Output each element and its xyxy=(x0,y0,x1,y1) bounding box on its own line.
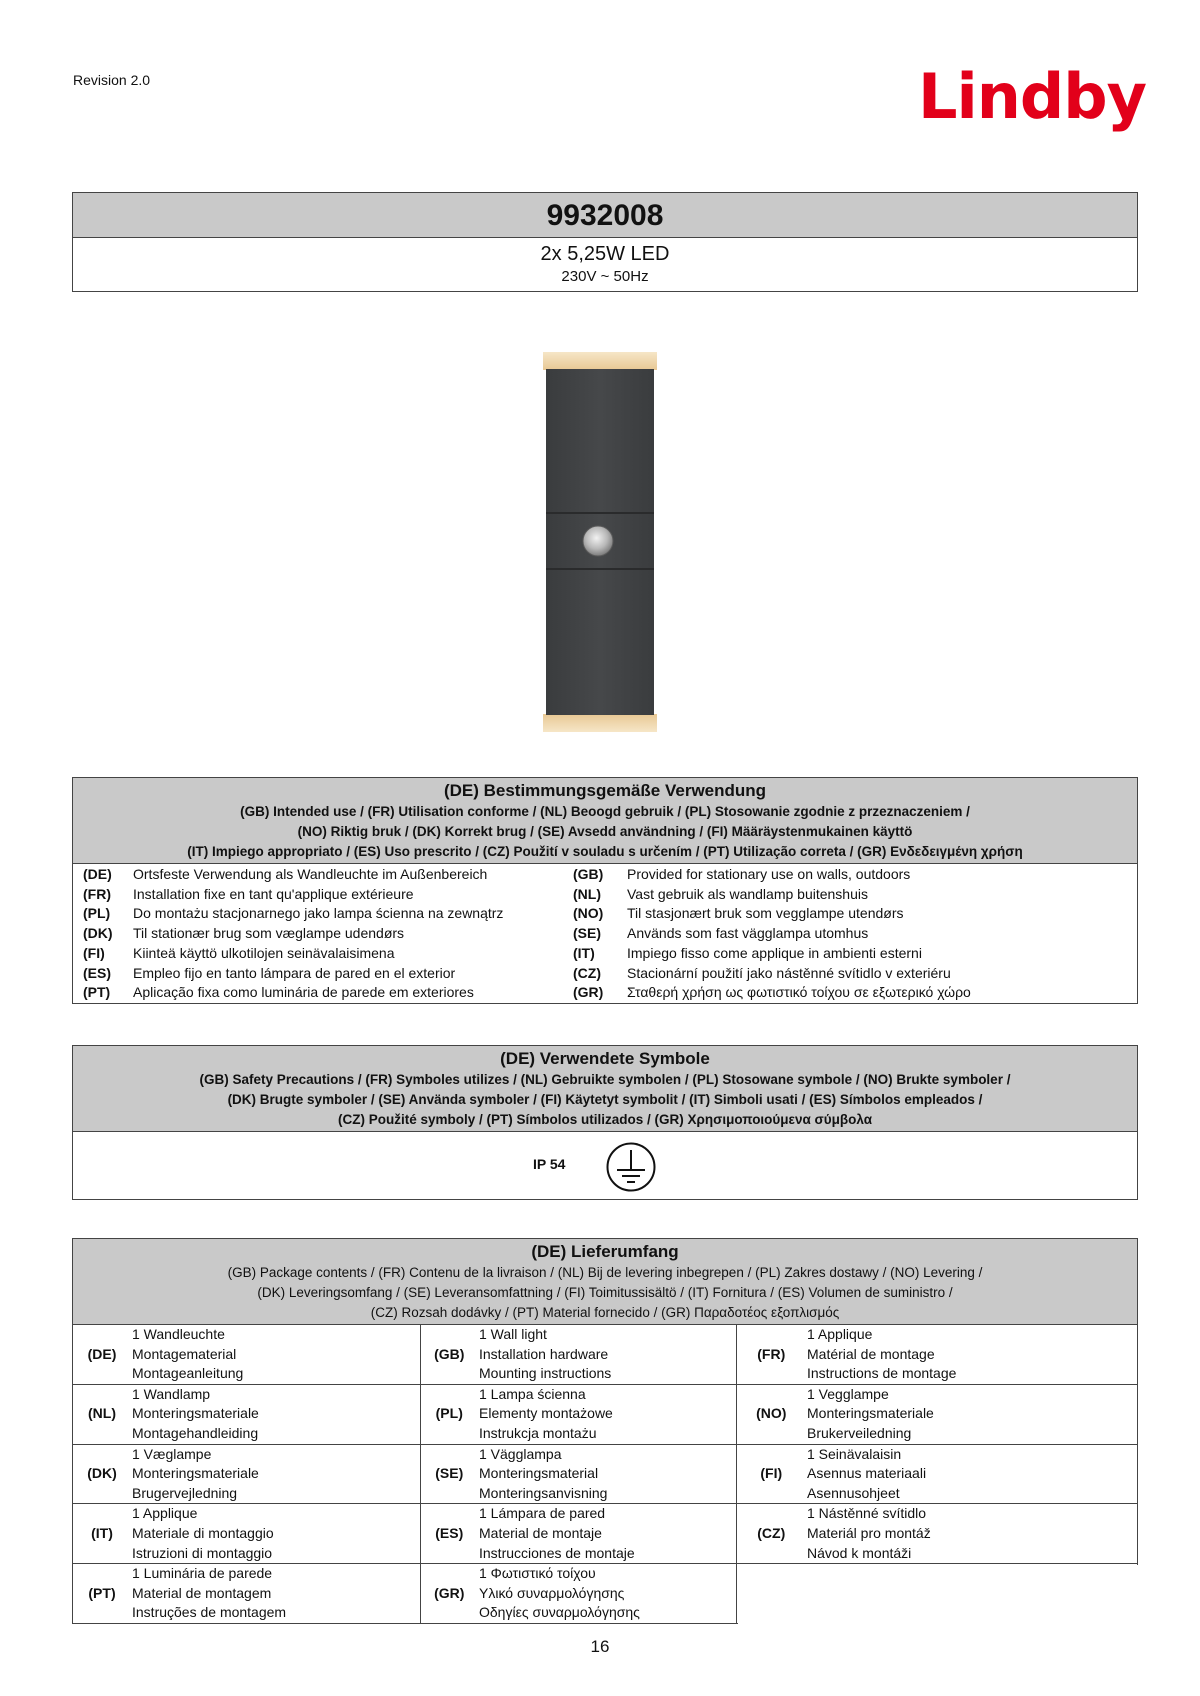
language-code: (GB) xyxy=(573,866,604,882)
use-text: Ortsfeste Verwendung als Wandleuchte im Außenbereich xyxy=(133,866,488,882)
symbols-body xyxy=(73,1132,1137,1199)
use-text: Empleo fijo en tanto lámpara de pared en el exterior xyxy=(133,964,456,981)
language-code: (FR) xyxy=(736,1325,806,1384)
package-items xyxy=(131,1384,420,1444)
package-item: Installation hardware xyxy=(479,1345,609,1362)
package-item: 1 Φωτιστικό τοίχου xyxy=(479,1565,596,1582)
language-code: (PT) xyxy=(83,984,111,1001)
page-number: 16 xyxy=(590,1637,610,1656)
package-items xyxy=(806,1384,1137,1444)
use-text: Til stasjonært bruk som vegglampe utendørs xyxy=(627,905,904,922)
language-code: (PL) xyxy=(83,905,111,922)
package-item: Materiale di montaggio xyxy=(132,1524,274,1541)
language-code: (FR) xyxy=(83,885,111,902)
package-item: Matérial de montage xyxy=(807,1345,935,1362)
package-items xyxy=(478,1504,736,1564)
intended-use-subtitle: (GB) Intended use / (FR) Utilisation conforme / (NL) Beoogd gebruik / (PL) Stosowanie zgodnie z przeznaczeniem / xyxy=(240,804,970,819)
package-item: Monteringsmateriale xyxy=(132,1405,259,1422)
symbols-subtitle: (GB) Safety Precautions / (FR) Symboles utilizes / (NL) Gebruikte symbolen / (PL) Stosowane symbole / (NO) Brukte symboler / xyxy=(199,1072,1011,1087)
package-item: 1 Wandleuchte xyxy=(132,1326,225,1342)
package-items xyxy=(131,1325,420,1384)
package-subtitle: (CZ) Rozsah dodávky / (PT) Material fornecido / (GR) Παραδοτέος εξοπλισμός xyxy=(370,1305,840,1320)
package-items xyxy=(478,1444,736,1504)
language-code: (CZ) xyxy=(736,1504,806,1564)
package-item: Návod k montáži xyxy=(807,1544,912,1561)
use-text: Aplicação fixa como luminária de parede em exteriores xyxy=(133,984,474,1001)
package-item: Brukerveiledning xyxy=(807,1424,912,1441)
package-item: Elementy montażowe xyxy=(479,1405,613,1422)
intended-use-subtitle: (NO) Riktig bruk / (DK) Korrekt brug / (SE) Avsedd användning / (FI) Määräystenmukainen käyttö xyxy=(297,824,913,839)
use-text: Kiinteä käyttö ulkotilojen seinävalaisimena xyxy=(133,944,395,961)
package-item: Instructions de montage xyxy=(807,1365,957,1382)
language-code: (GB) xyxy=(420,1325,478,1384)
protective-earth-icon xyxy=(605,1141,657,1193)
voltage-rating: 230V ~ 50Hz xyxy=(561,268,649,285)
use-text: Impiego fisso come applique in ambienti esterni xyxy=(627,944,922,961)
package-item: Asennus materiaali xyxy=(807,1465,927,1482)
package-title: (DE) Lieferumfang xyxy=(531,1242,679,1261)
package-item: Monteringsanvisning xyxy=(479,1484,608,1501)
package-item: Υλικό συναρμολόγησης xyxy=(479,1584,625,1601)
package-item: 1 Applique xyxy=(132,1505,198,1522)
use-text: Do montażu stacjonarnego jako lampa ścienna na zewnątrz xyxy=(133,905,504,922)
package-items xyxy=(131,1504,420,1564)
package-item: Instruções de montagem xyxy=(132,1604,287,1621)
product-image xyxy=(543,352,657,732)
package-items xyxy=(806,1325,1137,1384)
package-item: Istruzioni di montaggio xyxy=(132,1544,273,1561)
use-text: Vast gebruik als wandlamp buitenshuis xyxy=(627,885,868,902)
package-items xyxy=(806,1444,1137,1504)
package-item: Monteringsmateriale xyxy=(807,1405,934,1422)
language-code: (DK) xyxy=(73,1444,131,1504)
package-item: 1 Vegglampe xyxy=(807,1385,889,1402)
language-code: (IT) xyxy=(573,944,595,961)
package-item: Mounting instructions xyxy=(479,1365,612,1382)
package-items xyxy=(131,1564,420,1623)
package-item: 1 Lámpara de pared xyxy=(479,1505,606,1522)
package-items xyxy=(806,1504,1137,1564)
package-items xyxy=(478,1325,736,1384)
package-section xyxy=(72,1238,1138,1624)
package-item: 1 Luminária de parede xyxy=(132,1565,273,1582)
package-item: 1 Nástěnné svítidlo xyxy=(807,1505,927,1522)
intended-use-header xyxy=(73,778,1137,864)
package-item: Monteringsmaterial xyxy=(479,1465,599,1482)
package-item: 1 Seinävalaisin xyxy=(807,1445,902,1462)
package-item: Montagematerial xyxy=(132,1345,237,1362)
package-row xyxy=(73,1504,1137,1564)
language-code: (GR) xyxy=(420,1564,478,1623)
package-item: Materiál pro montáž xyxy=(807,1524,931,1541)
package-item: Asennusohjeet xyxy=(807,1484,900,1501)
package-item: 1 Wall light xyxy=(479,1326,547,1342)
language-code: (FI) xyxy=(736,1444,806,1504)
package-row xyxy=(73,1325,1137,1384)
language-code: (DE) xyxy=(73,1325,131,1384)
language-code: (NO) xyxy=(736,1384,806,1444)
language-code: (PL) xyxy=(420,1384,478,1444)
use-text: Stacionární použití jako nástěnné svítidlo v exteriéru xyxy=(627,964,951,981)
symbols-header xyxy=(73,1046,1137,1132)
language-code: (SE) xyxy=(573,925,601,942)
package-row xyxy=(73,1444,1137,1504)
language-code: (SE) xyxy=(420,1444,478,1504)
symbols-section xyxy=(72,1045,1138,1200)
intended-use-title: (DE) Bestimmungsgemäße Verwendung xyxy=(443,781,767,800)
intended-use-subtitle: (IT) Impiego appropriato / (ES) Uso prescrito / (CZ) Použití v souladu s určením / (PT) Utilização correta / (GR) Ενδεδειγμένη χρήση xyxy=(187,844,1023,859)
package-item: Material de montaje xyxy=(479,1524,602,1541)
package-items xyxy=(478,1564,736,1623)
package-item: 1 Vägglampa xyxy=(479,1445,562,1462)
language-code: (NL) xyxy=(73,1384,131,1444)
brand-logo: Lindby xyxy=(918,60,1147,133)
model-number: 9932008 xyxy=(73,193,1137,238)
symbols-subtitle: (DK) Brugte symboler / (SE) Använda symboler / (FI) Käytetyt symbolit / (IT) Simboli usati / (ES) Símbolos empleados / xyxy=(227,1092,983,1107)
language-code: (FI) xyxy=(83,944,105,961)
package-items xyxy=(478,1384,736,1444)
use-text: Til stationær brug som væglampe udendørs xyxy=(133,925,405,942)
package-item: Οδηγίες συναρμολόγησης xyxy=(479,1604,640,1621)
package-item: 1 Wandlamp xyxy=(132,1385,211,1402)
language-code: (IT) xyxy=(73,1504,131,1564)
language-code: (NL) xyxy=(573,885,601,902)
language-code: (GR) xyxy=(573,984,604,1001)
package-item: Montagehandleiding xyxy=(132,1424,259,1441)
package-item: Instrucciones de montaje xyxy=(479,1544,635,1561)
ip-rating: IP 54 xyxy=(533,1156,566,1172)
package-item: 1 Væglampe xyxy=(132,1445,212,1462)
use-text: Används som fast vägglampa utomhus xyxy=(627,925,869,942)
language-code: (DE) xyxy=(83,866,112,882)
package-row xyxy=(73,1384,1137,1444)
package-item: Monteringsmateriale xyxy=(132,1465,259,1482)
language-code: (PT) xyxy=(88,1584,116,1601)
use-text: Provided for stationary use on walls, outdoors xyxy=(627,866,911,882)
symbols-title: (DE) Verwendete Symbole xyxy=(500,1049,710,1068)
power-rating: 2x 5,25W LED xyxy=(540,243,670,265)
package-item: Material de montagem xyxy=(132,1584,272,1601)
revision-label: Revision 2.0 xyxy=(73,72,151,88)
package-item: 1 Lampa ścienna xyxy=(479,1385,586,1402)
intended-use-section xyxy=(72,777,1138,1004)
symbols-subtitle: (CZ) Použité symboly / (PT) Símbolos utilizados / (GR) Χρησιμοποιούμενα σύμβολα xyxy=(338,1112,872,1127)
package-header xyxy=(73,1239,1137,1325)
language-code: (ES) xyxy=(420,1504,478,1564)
language-code: (DK) xyxy=(83,925,113,942)
package-item: Brugervejledning xyxy=(132,1484,238,1501)
language-code: (NO) xyxy=(573,905,604,922)
frame-cover xyxy=(738,1565,1142,1627)
language-code: (ES) xyxy=(83,964,111,981)
language-code: (CZ) xyxy=(573,964,601,981)
use-text: Installation fixe en tant qu'applique extérieure xyxy=(133,885,414,902)
package-item: Montageanleitung xyxy=(132,1365,244,1382)
package-items xyxy=(131,1444,420,1504)
intended-use-list xyxy=(73,864,1137,1003)
package-item: Instrukcja montażu xyxy=(479,1424,597,1441)
package-subtitle: (GB) Package contents / (FR) Contenu de la livraison / (NL) Bij de levering inbegrepen / (PL) Zakres dostawy / (NO) Levering / xyxy=(227,1265,983,1280)
package-item: 1 Applique xyxy=(807,1326,873,1342)
product-title-box xyxy=(72,192,1138,292)
use-text: Σταθερή χρήση ως φωτιστικό τοίχου σε εξωτερικό χώρο xyxy=(627,984,971,1001)
package-subtitle: (DK) Leveringsomfang / (SE) Leveransomfattning / (FI) Toimitussisältö / (IT) Fornitura / (ES) Volumen de suministro / xyxy=(257,1285,953,1300)
